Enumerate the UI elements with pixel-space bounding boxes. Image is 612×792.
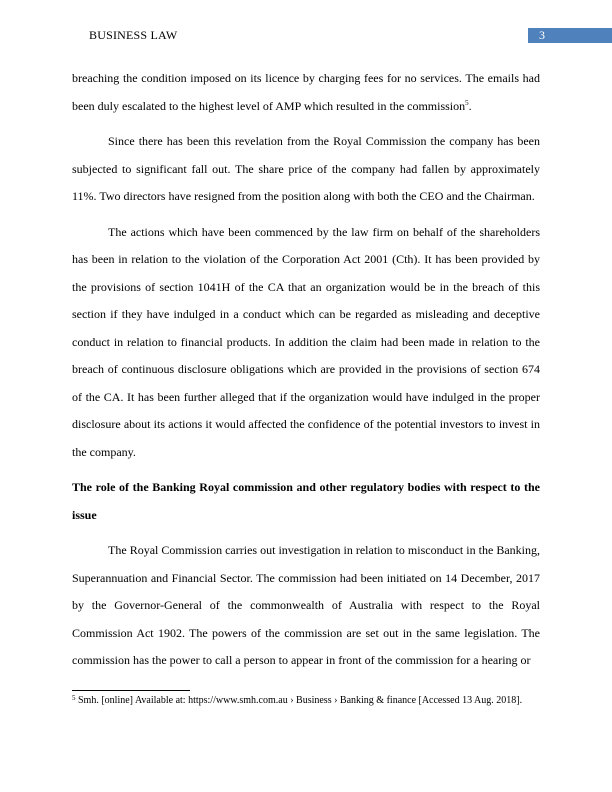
section-heading: The role of the Banking Royal commission and other regulatory bodies with respect to the issue — [72, 480, 540, 522]
paragraph-company-fallout: Since there has been this revelation from the Royal Commission the company has been subjected to significant fall out. The share price of the company had fallen by approximately 11%. Two directors have resigned from the position along with both the CEO and the Chairman. — [72, 134, 540, 203]
running-header-title: BUSINESS LAW — [89, 28, 178, 42]
document-body — [72, 65, 540, 683]
paragraph-royal-commission: The Royal Commission carries out investigation in relation to misconduct in the Banking, Superannuation and Financial Sector. The commission had been initiated on 14 December, 2017 by the Governor-General of the commonwealth of Australia with respect to the Royal Commission Act 1902. The powers of the commission are set out in the same legislation. The commission has the power to call a person to appear in front of the commission for a hearing or — [72, 543, 540, 667]
paragraph-punctuation: . — [468, 98, 472, 113]
footnote-number: 5 — [72, 694, 76, 702]
page-number-bar — [528, 28, 612, 43]
page-number: 3 — [539, 28, 545, 42]
paragraph-text: breaching the condition imposed on its licence by charging fees for no services. The emails had been duly escalated to the highest level of AMP which resulted in the commission — [72, 71, 540, 113]
footnote-text: Smh. [online] Available at: https://www.smh.com.au › Business › Banking & finance [Accessed 13 Aug. 2018]. — [78, 695, 523, 706]
footnote-separator — [72, 690, 190, 691]
footnote-reference[interactable]: 5 — [465, 98, 469, 107]
paragraph-legal-actions: The actions which have been commenced by the law firm on behalf of the shareholders has been in relation to the violation of the Corporation Act 2001 (Cth). It has been provided by the provisions of section 1041H of the CA that an organization would be in the breach of this section if they have indulged in a conduct which can be regarded as misleading and deceptive conduct in relation to financial products. In addition the claim had been made in relation to the breach of continuous disclosure obligations which are provided in the provisions of section 674 of the CA. It has been further alleged that if the organization would have indulged in the proper disclosure about its actions it would affected the confidence of the potential investors to invest in the company. — [72, 224, 540, 459]
paragraph-continued — [72, 65, 540, 120]
footnote — [72, 694, 540, 707]
